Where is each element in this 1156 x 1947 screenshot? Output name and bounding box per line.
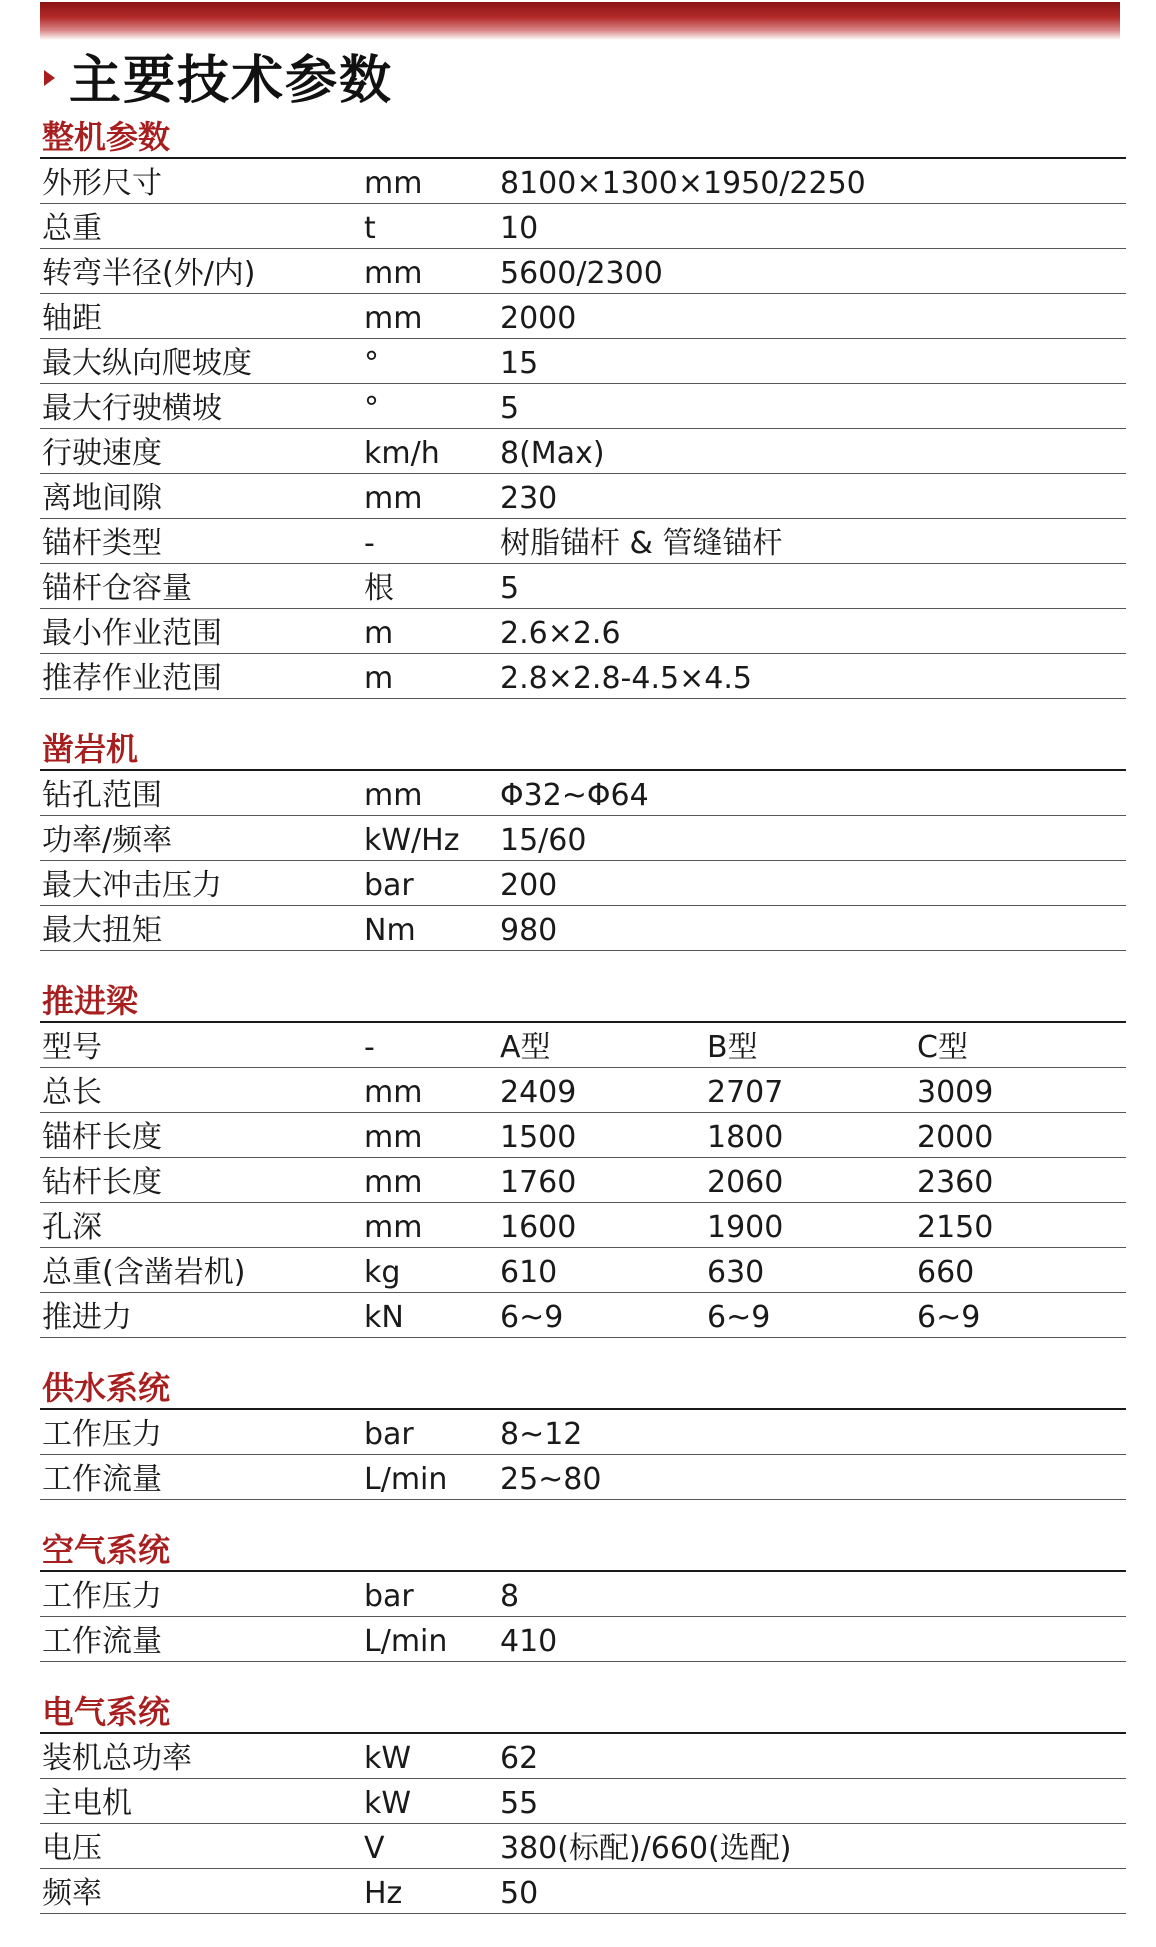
table-row: [40, 1734, 1126, 1779]
param-name: 锚杆仓容量: [42, 571, 192, 606]
table-row: [40, 771, 1126, 816]
param-unit: bar: [364, 1417, 414, 1452]
param-value: 2000: [500, 301, 577, 336]
param-value: 5600/2300: [500, 256, 663, 291]
param-name: 行驶速度: [42, 436, 162, 471]
param-unit: kg: [364, 1255, 401, 1290]
section-whole: [40, 113, 1126, 699]
table-row: [40, 906, 1126, 951]
table-row: [40, 1869, 1126, 1914]
param-unit: mm: [364, 1075, 423, 1110]
param-unit: kN: [364, 1300, 404, 1335]
page-title: [44, 40, 393, 110]
param-value: 200: [500, 868, 558, 903]
param-name: 外形尺寸: [42, 166, 162, 201]
table-row: [40, 1824, 1126, 1869]
param-name: 最大扭矩: [42, 913, 162, 948]
param-unit: km/h: [364, 436, 440, 471]
param-unit: kW/Hz: [364, 823, 460, 858]
value-type-a: 6~9: [500, 1300, 564, 1335]
param-unit: -: [364, 1030, 375, 1065]
param-unit: m: [364, 616, 394, 651]
value-type-a: 1500: [500, 1120, 577, 1155]
param-unit: °: [364, 346, 379, 381]
param-name: 转弯半径(外/内): [42, 256, 256, 291]
param-name: 装机总功率: [42, 1741, 192, 1776]
value-type-b: 6~9: [707, 1300, 771, 1335]
value-type-a: A型: [500, 1030, 551, 1065]
param-unit: mm: [364, 1165, 423, 1200]
table-row: [40, 1068, 1126, 1113]
param-value: 2.8×2.8-4.5×4.5: [500, 661, 752, 696]
section-title: 供水系统: [40, 1364, 1126, 1410]
param-value: 25~80: [500, 1462, 602, 1497]
table-row: [40, 1779, 1126, 1824]
param-name: 推荐作业范围: [42, 661, 222, 696]
table-row: [40, 1113, 1126, 1158]
param-unit: bar: [364, 868, 414, 903]
param-name: 钻孔范围: [42, 778, 162, 813]
param-value: 15/60: [500, 823, 587, 858]
param-value: 380(标配)/660(选配): [500, 1831, 792, 1866]
param-name: 总长: [42, 1075, 102, 1110]
section-feed: [40, 977, 1126, 1338]
param-value: 55: [500, 1786, 539, 1821]
section-title: 整机参数: [40, 113, 1126, 159]
param-name: 孔深: [42, 1210, 102, 1245]
param-value: 5: [500, 391, 520, 426]
table-row: [40, 249, 1126, 294]
param-unit: L/min: [364, 1462, 448, 1497]
param-unit: kW: [364, 1786, 412, 1821]
param-name: 工作压力: [42, 1417, 162, 1452]
param-unit: mm: [364, 301, 423, 336]
section-electric: [40, 1688, 1126, 1914]
value-type-c: 2150: [917, 1210, 994, 1245]
param-name: 最大冲击压力: [42, 868, 222, 903]
param-name: 最大纵向爬坡度: [42, 346, 252, 381]
param-value: 410: [500, 1624, 558, 1659]
param-name: 轴距: [42, 301, 102, 336]
value-type-b: 630: [707, 1255, 765, 1290]
param-name: 电压: [42, 1831, 102, 1866]
param-unit: mm: [364, 778, 423, 813]
value-type-c: 660: [917, 1255, 975, 1290]
param-value: 8: [500, 1579, 520, 1614]
param-value: Φ32~Φ64: [500, 778, 649, 813]
table-row: [40, 1293, 1126, 1338]
param-value: 10: [500, 211, 539, 246]
param-name: 锚杆长度: [42, 1120, 162, 1155]
param-unit: bar: [364, 1579, 414, 1614]
param-name: 工作流量: [42, 1624, 162, 1659]
section-drill: [40, 725, 1126, 951]
section-title: 电气系统: [40, 1688, 1126, 1734]
table-row: [40, 1455, 1126, 1500]
param-value: 树脂锚杆 & 管缝锚杆: [500, 526, 783, 561]
param-unit: mm: [364, 256, 423, 291]
param-value: 2.6×2.6: [500, 616, 621, 651]
param-value: 8~12: [500, 1417, 583, 1452]
table-row: [40, 1248, 1126, 1293]
param-name: 最大行驶横坡: [42, 391, 222, 426]
value-type-c: 6~9: [917, 1300, 981, 1335]
spec-table: [40, 113, 1126, 1914]
section-title: 空气系统: [40, 1526, 1126, 1572]
value-type-b: B型: [707, 1030, 758, 1065]
table-row: [40, 429, 1126, 474]
param-name: 功率/频率: [42, 823, 173, 858]
table-row: [40, 1617, 1126, 1662]
param-value: 980: [500, 913, 558, 948]
table-row: [40, 519, 1126, 564]
param-name: 总重(含凿岩机): [42, 1255, 246, 1290]
table-row: [40, 816, 1126, 861]
table-row: [40, 204, 1126, 249]
title-arrow-icon: [44, 70, 55, 86]
table-row: [40, 861, 1126, 906]
table-row: [40, 1572, 1126, 1617]
table-row: [40, 339, 1126, 384]
param-unit: mm: [364, 481, 423, 516]
table-row: [40, 384, 1126, 429]
param-value: 62: [500, 1741, 539, 1776]
value-type-a: 1760: [500, 1165, 577, 1200]
table-row: [40, 1410, 1126, 1455]
param-unit: Nm: [364, 913, 416, 948]
param-value: 230: [500, 481, 558, 516]
param-unit: t: [364, 211, 376, 246]
value-type-a: 2409: [500, 1075, 577, 1110]
value-type-b: 2707: [707, 1075, 784, 1110]
param-name: 推进力: [42, 1300, 132, 1335]
value-type-c: 2000: [917, 1120, 994, 1155]
table-row: [40, 1158, 1126, 1203]
param-value: 15: [500, 346, 539, 381]
header-banner: [40, 2, 1120, 40]
table-row: [40, 609, 1126, 654]
param-unit: mm: [364, 1210, 423, 1245]
param-value: 50: [500, 1876, 539, 1911]
param-unit: mm: [364, 166, 423, 201]
table-row: [40, 1023, 1126, 1068]
section-water: [40, 1364, 1126, 1500]
section-title: 推进梁: [40, 977, 1126, 1023]
table-row: [40, 1203, 1126, 1248]
value-type-b: 1900: [707, 1210, 784, 1245]
param-value: 8(Max): [500, 436, 605, 471]
param-name: 锚杆类型: [42, 526, 162, 561]
table-row: [40, 654, 1126, 699]
param-name: 钻杆长度: [42, 1165, 162, 1200]
param-name: 工作压力: [42, 1579, 162, 1614]
section-title: 凿岩机: [40, 725, 1126, 771]
value-type-b: 1800: [707, 1120, 784, 1155]
value-type-a: 610: [500, 1255, 558, 1290]
param-unit: Hz: [364, 1876, 403, 1911]
param-unit: V: [364, 1831, 385, 1866]
param-unit: kW: [364, 1741, 412, 1776]
section-air: [40, 1526, 1126, 1662]
value-type-b: 2060: [707, 1165, 784, 1200]
param-name: 最小作业范围: [42, 616, 222, 651]
table-row: [40, 474, 1126, 519]
param-unit: °: [364, 391, 379, 426]
param-value: 8100×1300×1950/2250: [500, 166, 866, 201]
param-unit: -: [364, 526, 375, 561]
value-type-c: 2360: [917, 1165, 994, 1200]
param-name: 频率: [42, 1876, 102, 1911]
param-value: 5: [500, 571, 520, 606]
value-type-a: 1600: [500, 1210, 577, 1245]
param-name: 工作流量: [42, 1462, 162, 1497]
table-row: [40, 159, 1126, 204]
param-unit: 根: [364, 571, 394, 606]
table-row: [40, 564, 1126, 609]
param-name: 总重: [42, 211, 102, 246]
value-type-c: 3009: [917, 1075, 994, 1110]
param-unit: L/min: [364, 1624, 448, 1659]
param-name: 离地间隙: [42, 481, 162, 516]
page-title-text: 主要技术参数: [69, 50, 394, 111]
param-unit: mm: [364, 1120, 423, 1155]
param-name: 主电机: [42, 1786, 132, 1821]
param-unit: m: [364, 661, 394, 696]
table-row: [40, 294, 1126, 339]
value-type-c: C型: [917, 1030, 968, 1065]
param-name: 型号: [42, 1030, 102, 1065]
